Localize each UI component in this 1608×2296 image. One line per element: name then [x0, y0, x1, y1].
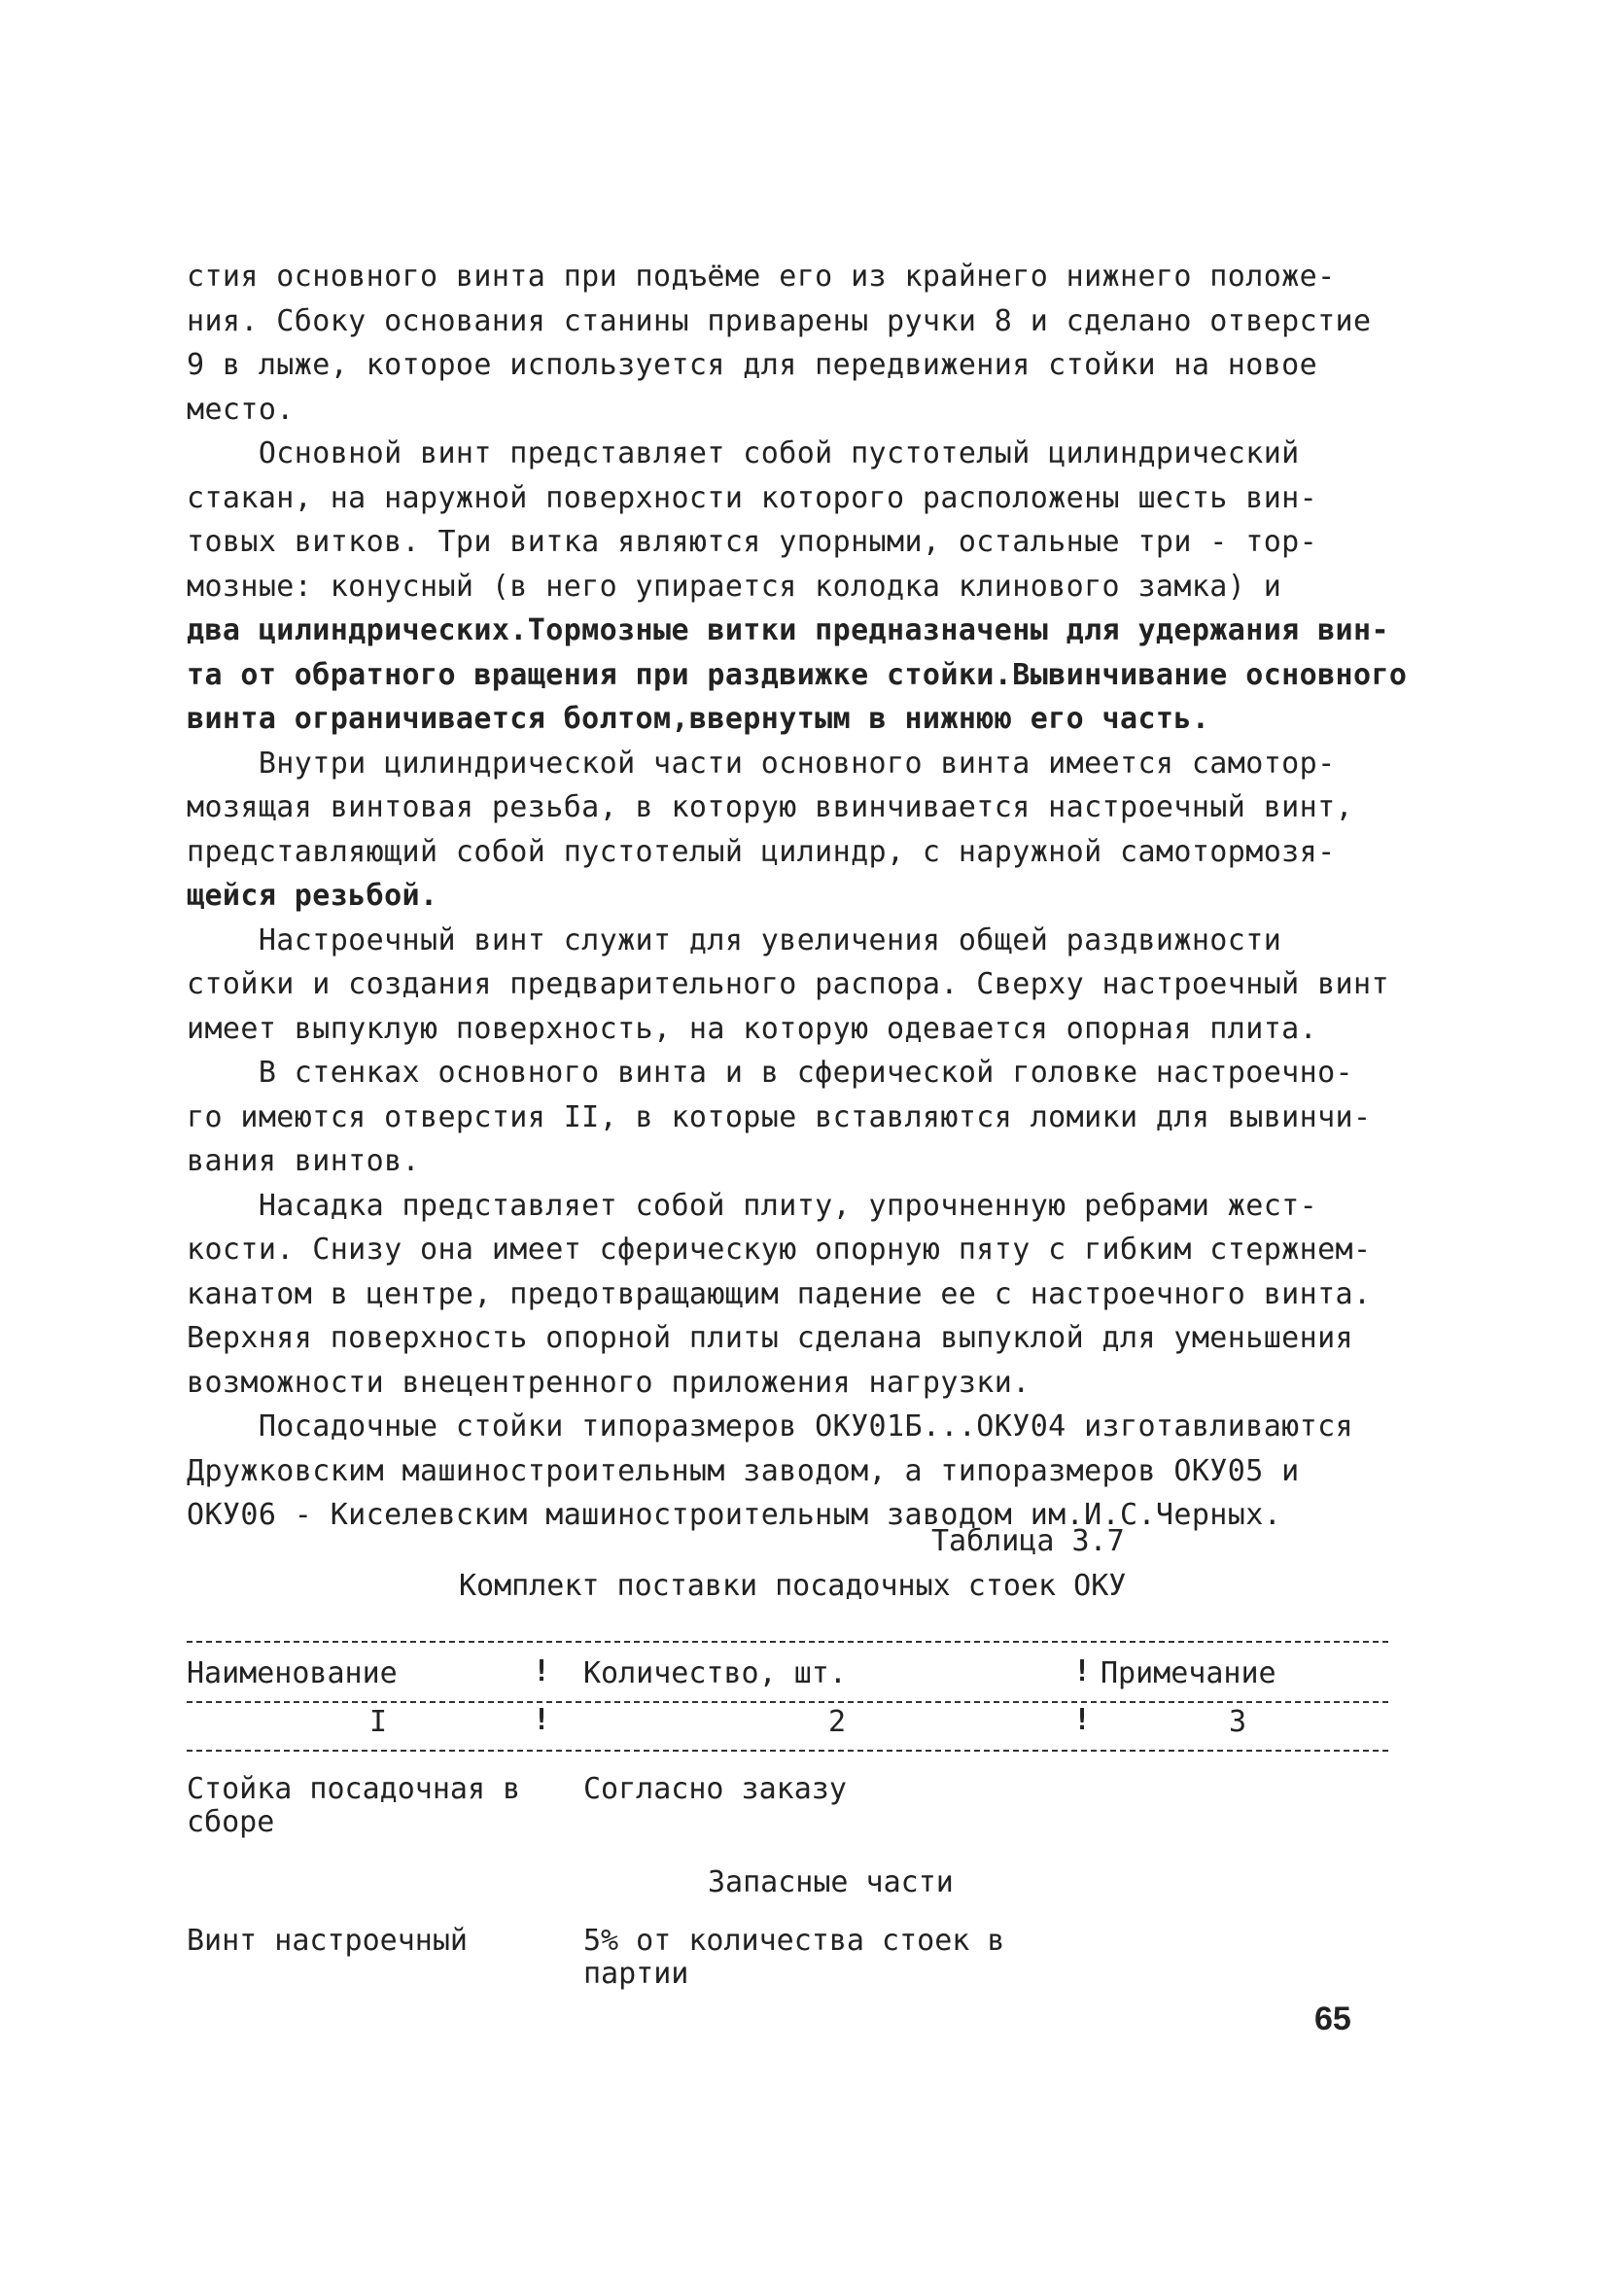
column-number-1: I: [369, 1705, 388, 1739]
text-line: Дружковским машиностроительным заводом, а типоразмеров ОКУ05 и: [187, 1453, 1300, 1488]
text-line: та от обратного вращения при раздвижке стойки.Вывинчивание основного: [187, 657, 1408, 692]
column-number-3: 3: [1229, 1705, 1247, 1739]
text-line: Основной винт представляет собой пустотелый цилиндрический: [187, 436, 1300, 470]
text-line: Внутри цилиндрической части основного винта имеется самотор-: [187, 746, 1336, 781]
header-note: Примечание: [1101, 1656, 1276, 1690]
column-separator: !: [1073, 1654, 1092, 1688]
text-line: товых витков. Три витка являются упорными, остальные три - тор-: [187, 525, 1318, 559]
table-title: Комплект поставки посадочных стоек ОКУ: [459, 1569, 1127, 1603]
text-line: В стенках основного винта и в сферической головке настроечно-: [187, 1056, 1353, 1090]
text-line: представляющий собой пустотелый цилиндр, с наружной самотормозя-: [187, 834, 1336, 869]
table-cell-name: Стойка посадочная в сборе: [187, 1772, 521, 1839]
section-label: Запасные части: [708, 1865, 954, 1899]
text-line: стойки и создания предварительного распора. Сверху настроечный винт: [187, 967, 1389, 1001]
text-line: стия основного винта при подъёме его из крайнего нижнего положе-: [187, 260, 1336, 294]
table-rule-numbers: [187, 1750, 1388, 1752]
text-line: мозящая винтовая резьба, в которую ввинчивается настроечный винт,: [187, 790, 1353, 824]
text-line: мозные: конусный (в него упирается колодка клинового замка) и: [187, 569, 1282, 604]
text-line: имеет выпуклую поверхность, на которую одевается опорная плита.: [187, 1011, 1318, 1046]
text-line: два цилиндрических.Тормозные витки предназначены для удержания вин-: [187, 613, 1389, 647]
text-line: Насадка представляет собой плиту, упрочненную ребрами жест-: [187, 1188, 1318, 1223]
text-line: Посадочные стойки типоразмеров ОКУ01Б...ОКУ04 изготавливаются: [187, 1409, 1353, 1444]
header-quantity: Количество, шт.: [583, 1656, 847, 1690]
column-separator: !: [1073, 1703, 1092, 1737]
text-line: возможности внецентренного приложения нагрузки.: [187, 1365, 1031, 1400]
text-line: ния. Сбоку основания станины приварены ручки 8 и сделано отверстие: [187, 303, 1372, 338]
text-line: винта ограничивается болтом,ввернутым в нижнюю его часть.: [187, 702, 1210, 736]
table-rule-header: [187, 1701, 1388, 1703]
column-separator: !: [533, 1654, 551, 1688]
text-line: Настроечный винт служит для увеличения общей раздвижности: [187, 922, 1282, 957]
text-line: 9 в лыже, которое используется для передвижения стойки на новое: [187, 348, 1318, 382]
table-cell-quantity: 5% от количества стоек в партии: [583, 1924, 1005, 1991]
text-line: место.: [187, 392, 295, 427]
page-number: 65: [1314, 2000, 1351, 2037]
column-number-2: 2: [828, 1705, 847, 1739]
table-cell-name: Винт настроечный: [187, 1924, 468, 1958]
text-line: кости. Снизу она имеет сферическую опорную пяту с гибким стержнем-: [187, 1233, 1372, 1267]
text-line: го имеются отверстия II, в которые вставляются ломики для вывинчи-: [187, 1099, 1372, 1134]
text-line: ОКУ06 - Киселевским машиностроительным заводом им.И.С.Черных.: [187, 1498, 1282, 1532]
text-line: Верхняя поверхность опорной плиты сделана выпуклой для уменьшения: [187, 1321, 1353, 1355]
body-text: [187, 255, 1431, 1538]
table-rule-top: [187, 1641, 1388, 1643]
column-separator: !: [533, 1703, 551, 1737]
table-number: Таблица 3.7: [931, 1524, 1125, 1558]
text-line: вания винтов.: [187, 1144, 420, 1178]
text-line: щейся резьбой.: [187, 879, 438, 913]
table-cell-quantity: Согласно заказу: [583, 1772, 847, 1806]
header-name: Наименование: [187, 1656, 398, 1690]
text-line: канатом в центре, предотвращающим падение ее с настроечного винта.: [187, 1276, 1372, 1311]
text-line: стакан, на наружной поверхности которого расположены шесть вин-: [187, 480, 1318, 515]
